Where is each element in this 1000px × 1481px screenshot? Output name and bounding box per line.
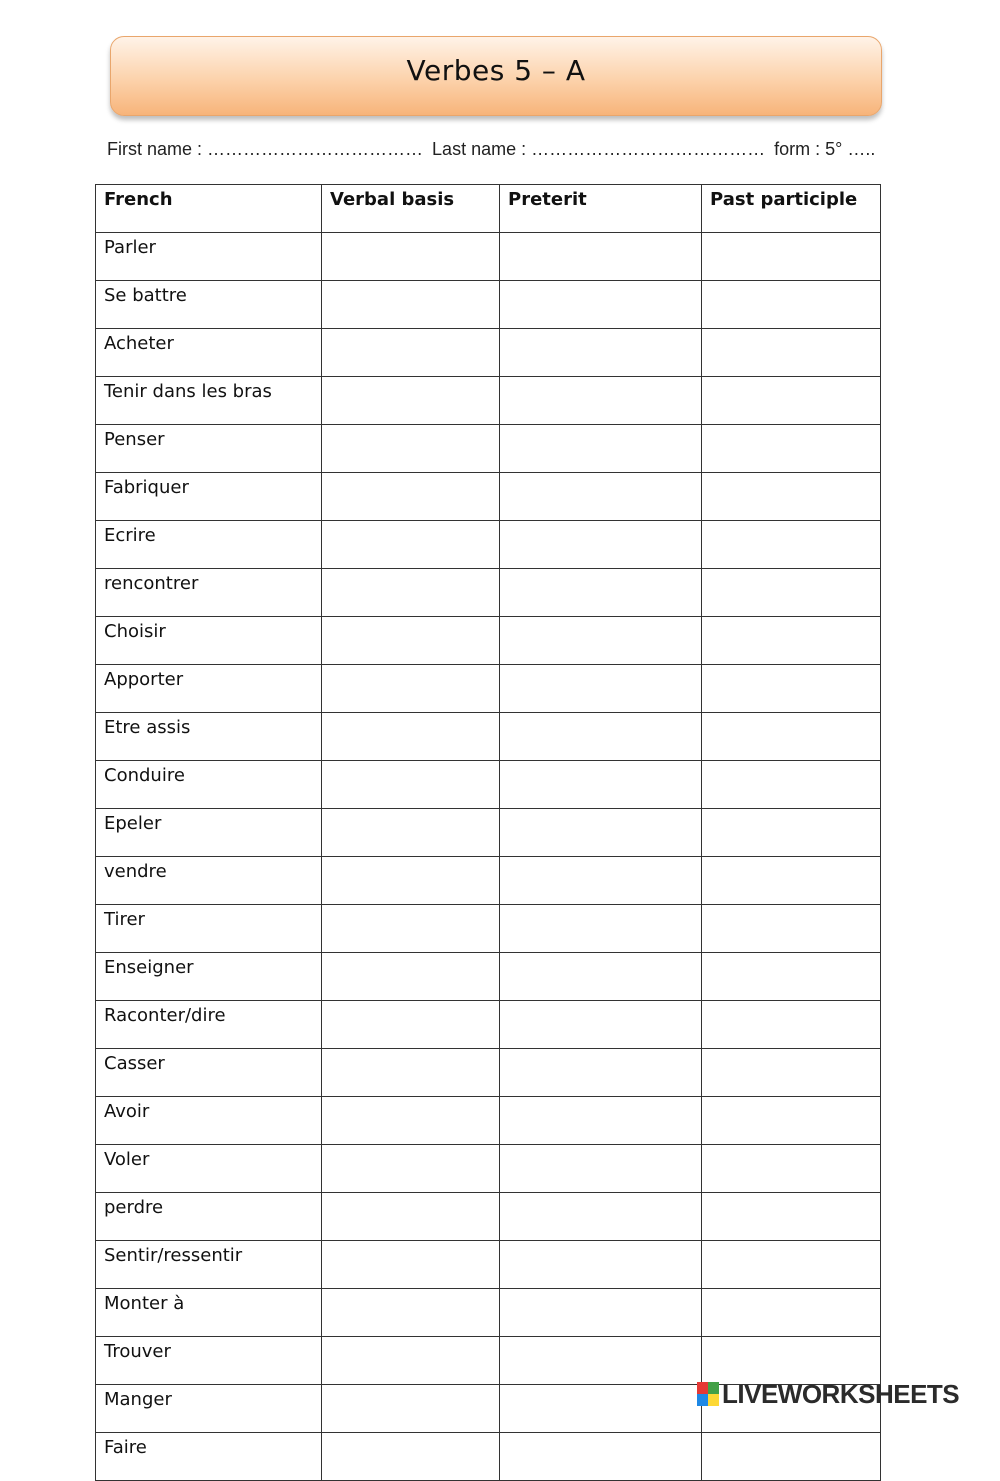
preterit-cell[interactable] bbox=[500, 233, 702, 281]
table-row bbox=[96, 1001, 881, 1049]
verbal-basis-cell[interactable] bbox=[322, 1385, 500, 1433]
past-participle-cell[interactable] bbox=[702, 1241, 881, 1289]
table-row bbox=[96, 1433, 881, 1481]
preterit-cell[interactable] bbox=[500, 761, 702, 809]
verbal-basis-cell[interactable] bbox=[322, 905, 500, 953]
table-row bbox=[96, 473, 881, 521]
preterit-cell[interactable] bbox=[500, 1337, 702, 1385]
french-verb-cell: Avoir bbox=[96, 1097, 322, 1145]
past-participle-cell[interactable] bbox=[702, 713, 881, 761]
verbal-basis-cell[interactable] bbox=[322, 233, 500, 281]
french-verb-cell: Penser bbox=[96, 425, 322, 473]
past-participle-cell[interactable] bbox=[702, 1289, 881, 1337]
table-row bbox=[96, 713, 881, 761]
title-banner bbox=[110, 36, 882, 116]
verbal-basis-cell[interactable] bbox=[322, 809, 500, 857]
verbal-basis-cell[interactable] bbox=[322, 1337, 500, 1385]
preterit-cell[interactable] bbox=[500, 473, 702, 521]
past-participle-cell[interactable] bbox=[702, 1049, 881, 1097]
table-row bbox=[96, 425, 881, 473]
past-participle-cell[interactable] bbox=[702, 905, 881, 953]
preterit-cell[interactable] bbox=[500, 713, 702, 761]
preterit-cell[interactable] bbox=[500, 1385, 702, 1433]
table-row bbox=[96, 617, 881, 665]
logo-text: LIVEWORKSHEETS bbox=[722, 1378, 960, 1409]
past-participle-cell[interactable] bbox=[702, 377, 881, 425]
french-verb-cell: Manger bbox=[96, 1385, 322, 1433]
table-row bbox=[96, 1145, 881, 1193]
preterit-cell[interactable] bbox=[500, 857, 702, 905]
preterit-cell[interactable] bbox=[500, 1433, 702, 1481]
past-participle-cell[interactable] bbox=[702, 809, 881, 857]
past-participle-cell[interactable] bbox=[702, 1145, 881, 1193]
french-verb-cell: Conduire bbox=[96, 761, 322, 809]
table-row bbox=[96, 665, 881, 713]
past-participle-cell[interactable] bbox=[702, 1097, 881, 1145]
french-verb-cell: Apporter bbox=[96, 665, 322, 713]
french-verb-cell: Etre assis bbox=[96, 713, 322, 761]
past-participle-cell[interactable] bbox=[702, 953, 881, 1001]
table-row bbox=[96, 1241, 881, 1289]
past-participle-cell[interactable] bbox=[702, 761, 881, 809]
preterit-cell[interactable] bbox=[500, 1289, 702, 1337]
french-verb-cell: Tenir dans les bras bbox=[96, 377, 322, 425]
header-past-participle: Past participle bbox=[702, 185, 881, 233]
table-row bbox=[96, 1337, 881, 1385]
preterit-cell[interactable] bbox=[500, 521, 702, 569]
past-participle-cell[interactable] bbox=[702, 617, 881, 665]
header-preterit: Preterit bbox=[500, 185, 702, 233]
table-row bbox=[96, 1289, 881, 1337]
table-row bbox=[96, 1049, 881, 1097]
french-verb-cell: Voler bbox=[96, 1145, 322, 1193]
table-row bbox=[96, 953, 881, 1001]
table-row bbox=[96, 857, 881, 905]
student-info-line bbox=[107, 139, 879, 160]
verbal-basis-cell[interactable] bbox=[322, 665, 500, 713]
preterit-cell[interactable] bbox=[500, 281, 702, 329]
french-verb-cell: Enseigner bbox=[96, 953, 322, 1001]
preterit-cell[interactable] bbox=[500, 617, 702, 665]
table-row bbox=[96, 905, 881, 953]
last-name-field[interactable]: Last name : ………………………………… bbox=[432, 139, 766, 159]
past-participle-cell[interactable] bbox=[702, 425, 881, 473]
french-verb-cell: vendre bbox=[96, 857, 322, 905]
first-name-field[interactable]: First name : ……………………………… bbox=[107, 139, 424, 159]
preterit-cell[interactable] bbox=[500, 425, 702, 473]
table-row bbox=[96, 377, 881, 425]
past-participle-cell[interactable] bbox=[702, 281, 881, 329]
verbal-basis-cell[interactable] bbox=[322, 425, 500, 473]
french-verb-cell: Raconter/dire bbox=[96, 1001, 322, 1049]
table-row bbox=[96, 569, 881, 617]
french-verb-cell: Parler bbox=[96, 233, 322, 281]
french-verb-cell: Faire bbox=[96, 1433, 322, 1481]
verbal-basis-cell[interactable] bbox=[322, 1193, 500, 1241]
verbal-basis-cell[interactable] bbox=[322, 1241, 500, 1289]
french-verb-cell: Se battre bbox=[96, 281, 322, 329]
preterit-cell[interactable] bbox=[500, 569, 702, 617]
french-verb-cell: Monter à bbox=[96, 1289, 322, 1337]
header-verbal-basis: Verbal basis bbox=[322, 185, 500, 233]
preterit-cell[interactable] bbox=[500, 665, 702, 713]
past-participle-cell[interactable] bbox=[702, 1001, 881, 1049]
logo-icon bbox=[697, 1382, 719, 1406]
verbal-basis-cell[interactable] bbox=[322, 953, 500, 1001]
verbal-basis-cell[interactable] bbox=[322, 857, 500, 905]
verbal-basis-cell[interactable] bbox=[322, 1001, 500, 1049]
table-row bbox=[96, 761, 881, 809]
french-verb-cell: Sentir/ressentir bbox=[96, 1241, 322, 1289]
verbal-basis-cell[interactable] bbox=[322, 329, 500, 377]
header-french: French bbox=[96, 185, 322, 233]
preterit-cell[interactable] bbox=[500, 905, 702, 953]
table-row bbox=[96, 521, 881, 569]
table-row bbox=[96, 233, 881, 281]
verbal-basis-cell[interactable] bbox=[322, 1433, 500, 1481]
table-row bbox=[96, 281, 881, 329]
verbal-basis-cell[interactable] bbox=[322, 377, 500, 425]
preterit-cell[interactable] bbox=[500, 329, 702, 377]
preterit-cell[interactable] bbox=[500, 809, 702, 857]
preterit-cell[interactable] bbox=[500, 377, 702, 425]
past-participle-cell[interactable] bbox=[702, 569, 881, 617]
french-verb-cell: Choisir bbox=[96, 617, 322, 665]
liveworksheets-logo bbox=[697, 1379, 959, 1409]
past-participle-cell[interactable] bbox=[702, 665, 881, 713]
verbal-basis-cell[interactable] bbox=[322, 1145, 500, 1193]
worksheet-title: Verbes 5 – A bbox=[406, 53, 586, 87]
verbal-basis-cell[interactable] bbox=[322, 281, 500, 329]
verbal-basis-cell[interactable] bbox=[322, 1289, 500, 1337]
preterit-cell[interactable] bbox=[500, 1001, 702, 1049]
french-verb-cell: Ecrire bbox=[96, 521, 322, 569]
preterit-cell[interactable] bbox=[500, 1097, 702, 1145]
verbal-basis-cell[interactable] bbox=[322, 713, 500, 761]
preterit-cell[interactable] bbox=[500, 1049, 702, 1097]
preterit-cell[interactable] bbox=[500, 1193, 702, 1241]
table-row bbox=[96, 1097, 881, 1145]
table-row bbox=[96, 1193, 881, 1241]
verbal-basis-cell[interactable] bbox=[322, 521, 500, 569]
french-verb-cell: rencontrer bbox=[96, 569, 322, 617]
past-participle-cell[interactable] bbox=[702, 329, 881, 377]
french-verb-cell: Epeler bbox=[96, 809, 322, 857]
french-verb-cell: Trouver bbox=[96, 1337, 322, 1385]
table-header-row bbox=[96, 185, 881, 233]
form-field[interactable]: form : 5° ….. bbox=[774, 139, 876, 159]
verbal-basis-cell[interactable] bbox=[322, 473, 500, 521]
verbal-basis-cell[interactable] bbox=[322, 1097, 500, 1145]
french-verb-cell: Acheter bbox=[96, 329, 322, 377]
french-verb-cell: Casser bbox=[96, 1049, 322, 1097]
verbal-basis-cell[interactable] bbox=[322, 569, 500, 617]
verbs-table bbox=[95, 184, 881, 1481]
past-participle-cell[interactable] bbox=[702, 233, 881, 281]
french-verb-cell: Fabriquer bbox=[96, 473, 322, 521]
verbal-basis-cell[interactable] bbox=[322, 761, 500, 809]
preterit-cell[interactable] bbox=[500, 1145, 702, 1193]
preterit-cell[interactable] bbox=[500, 1241, 702, 1289]
french-verb-cell: Tirer bbox=[96, 905, 322, 953]
past-participle-cell[interactable] bbox=[702, 857, 881, 905]
past-participle-cell[interactable] bbox=[702, 473, 881, 521]
preterit-cell[interactable] bbox=[500, 953, 702, 1001]
past-participle-cell[interactable] bbox=[702, 1337, 881, 1385]
table-row bbox=[96, 809, 881, 857]
verbal-basis-cell[interactable] bbox=[322, 1049, 500, 1097]
past-participle-cell[interactable] bbox=[702, 1193, 881, 1241]
french-verb-cell: perdre bbox=[96, 1193, 322, 1241]
past-participle-cell[interactable] bbox=[702, 521, 881, 569]
verbal-basis-cell[interactable] bbox=[322, 617, 500, 665]
past-participle-cell[interactable] bbox=[702, 1433, 881, 1481]
table-row bbox=[96, 329, 881, 377]
